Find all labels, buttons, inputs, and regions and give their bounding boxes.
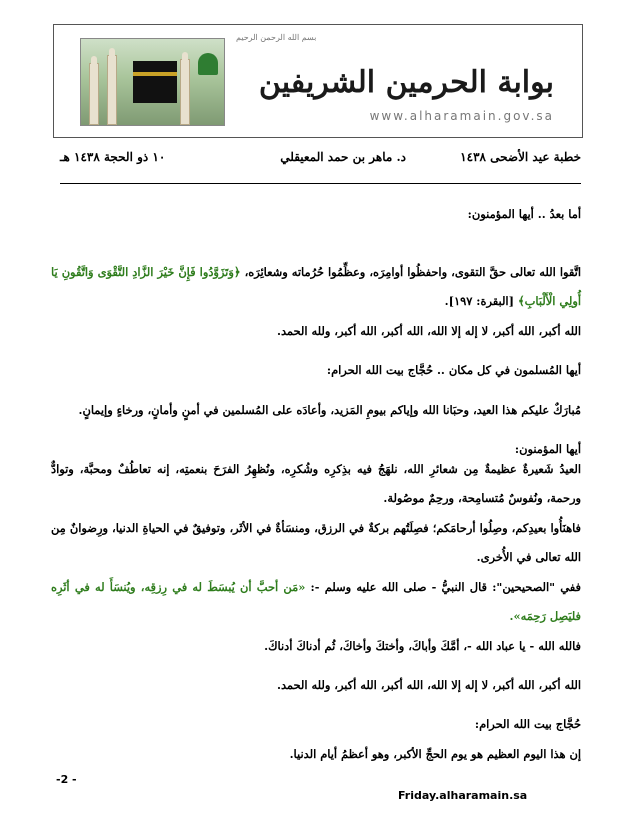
page-number: -2 -	[56, 773, 77, 786]
paragraph-2	[51, 258, 581, 316]
paragraph-4: أيها المُسلمون في كل مكان .. حُجَّاج بيت الله الحرام:	[326, 363, 581, 377]
minaret-icon	[180, 59, 190, 125]
haramain-mosque-image	[80, 38, 225, 126]
minaret-icon	[89, 63, 99, 125]
paragraph-10: فالله الله - يا عباد الله -، أمَّكَ وأباكَ، وأختكَ وأخاكَ، ثُم أدناكَ أدناكَ.	[264, 639, 581, 653]
header-divider	[60, 183, 581, 184]
paragraph-12: حُجَّاج بيت الله الحرام:	[474, 717, 581, 731]
document-header	[60, 150, 581, 170]
quran-verse: ﴿وَتَزَوَّدُوا فَإِنَّ خَيْرَ الزَّادِ التَّقْوَى وَاتَّقُونِ يَا أُولِي الْأَلْبَابِ﴾	[51, 265, 581, 308]
paragraph-9	[51, 573, 581, 631]
hadith-quote: «مَن أحبَّ أن يُبسَطَ له في رِزقِه، ويُنسَأَ له في أثَرِه فليَصِل رَحِمَه».	[51, 580, 581, 623]
banner-tagline: بسم الله الرحمن الرحيم	[236, 33, 317, 42]
paragraph-2-text: اتَّقوا الله تعالى حقَّ التقوى، واحفظُوا أوامِرَه، وعظِّمُوا حُرُماته وشعائِرَه،	[240, 265, 581, 279]
paragraph-13: إن هذا اليوم العظيم هو يوم الحجِّ الأكبر، وهو أعظمُ أيام الدنيا.	[289, 747, 581, 761]
paragraph-3: الله أكبر، الله أكبر، لا إله إلا الله، الله أكبر، الله أكبر، ولله الحمد.	[276, 324, 581, 338]
footer-site-url: Friday.alharamain.sa	[398, 789, 528, 802]
sermon-title: خطبة عيد الأضحى ١٤٣٨	[460, 150, 581, 164]
paragraph-9-text: ففي "الصحيحين": قال النبيُّ - صلى الله عليه وسلم -:	[305, 580, 581, 594]
green-dome-icon	[198, 53, 218, 75]
site-banner	[53, 24, 583, 138]
site-logo: بوابة الحرمين الشريفين	[258, 65, 554, 100]
verse-reference: [البقرة: ١٩٧].	[444, 294, 518, 308]
sermon-author: د. ماهر بن حمد المعيقلي	[280, 150, 406, 164]
paragraph-1: أما بعدُ .. أيها المؤمنون:	[467, 207, 581, 221]
banner-site-url: www.alharamain.gov.sa	[369, 109, 554, 123]
sermon-date: ١٠ ذو الحجة ١٤٣٨ هـ	[60, 150, 166, 164]
kaaba-icon	[133, 61, 177, 103]
minaret-icon	[107, 55, 117, 125]
paragraph-8: فاهنَأُوا بعيدِكم، وصِلُوا أرحامَكم؛ فصِلَتُهم بركةٌ في الرزق، ومنسَأةٌ في الأثَر، وتوفيقٌ في الحياةِ الدنيا، ورِضوانٌ مِن الله تعالى في الأُخرى.	[51, 521, 581, 564]
paragraph-11: الله أكبر، الله أكبر، لا إله إلا الله، الله أكبر، الله أكبر، ولله الحمد.	[276, 678, 581, 692]
paragraph-6: أيها المؤمنون:	[514, 442, 581, 456]
paragraph-5: مُبارَكٌ عليكم هذا العيد، وحبَانا الله وإياكم بيومِ المَزيد، وأعادَه على المُسلمين في أمنٍ وأمانٍ، ورخاءٍ وإيمانٍ.	[78, 403, 581, 417]
paragraph-7: العيدُ شَعيرةٌ عظيمةٌ مِن شعائرِ الله، نلهَجُ فيه بذِكرِه وشُكرِه، ونُظهِرُ الفرَحَ بنعمتِه، إنه تعاطُفٌ ومحبَّة، وتوادٌّ ورحمة، ونُفوسٌ مُتسامِحة، ورحِمٌ موصُولة.	[51, 462, 581, 505]
